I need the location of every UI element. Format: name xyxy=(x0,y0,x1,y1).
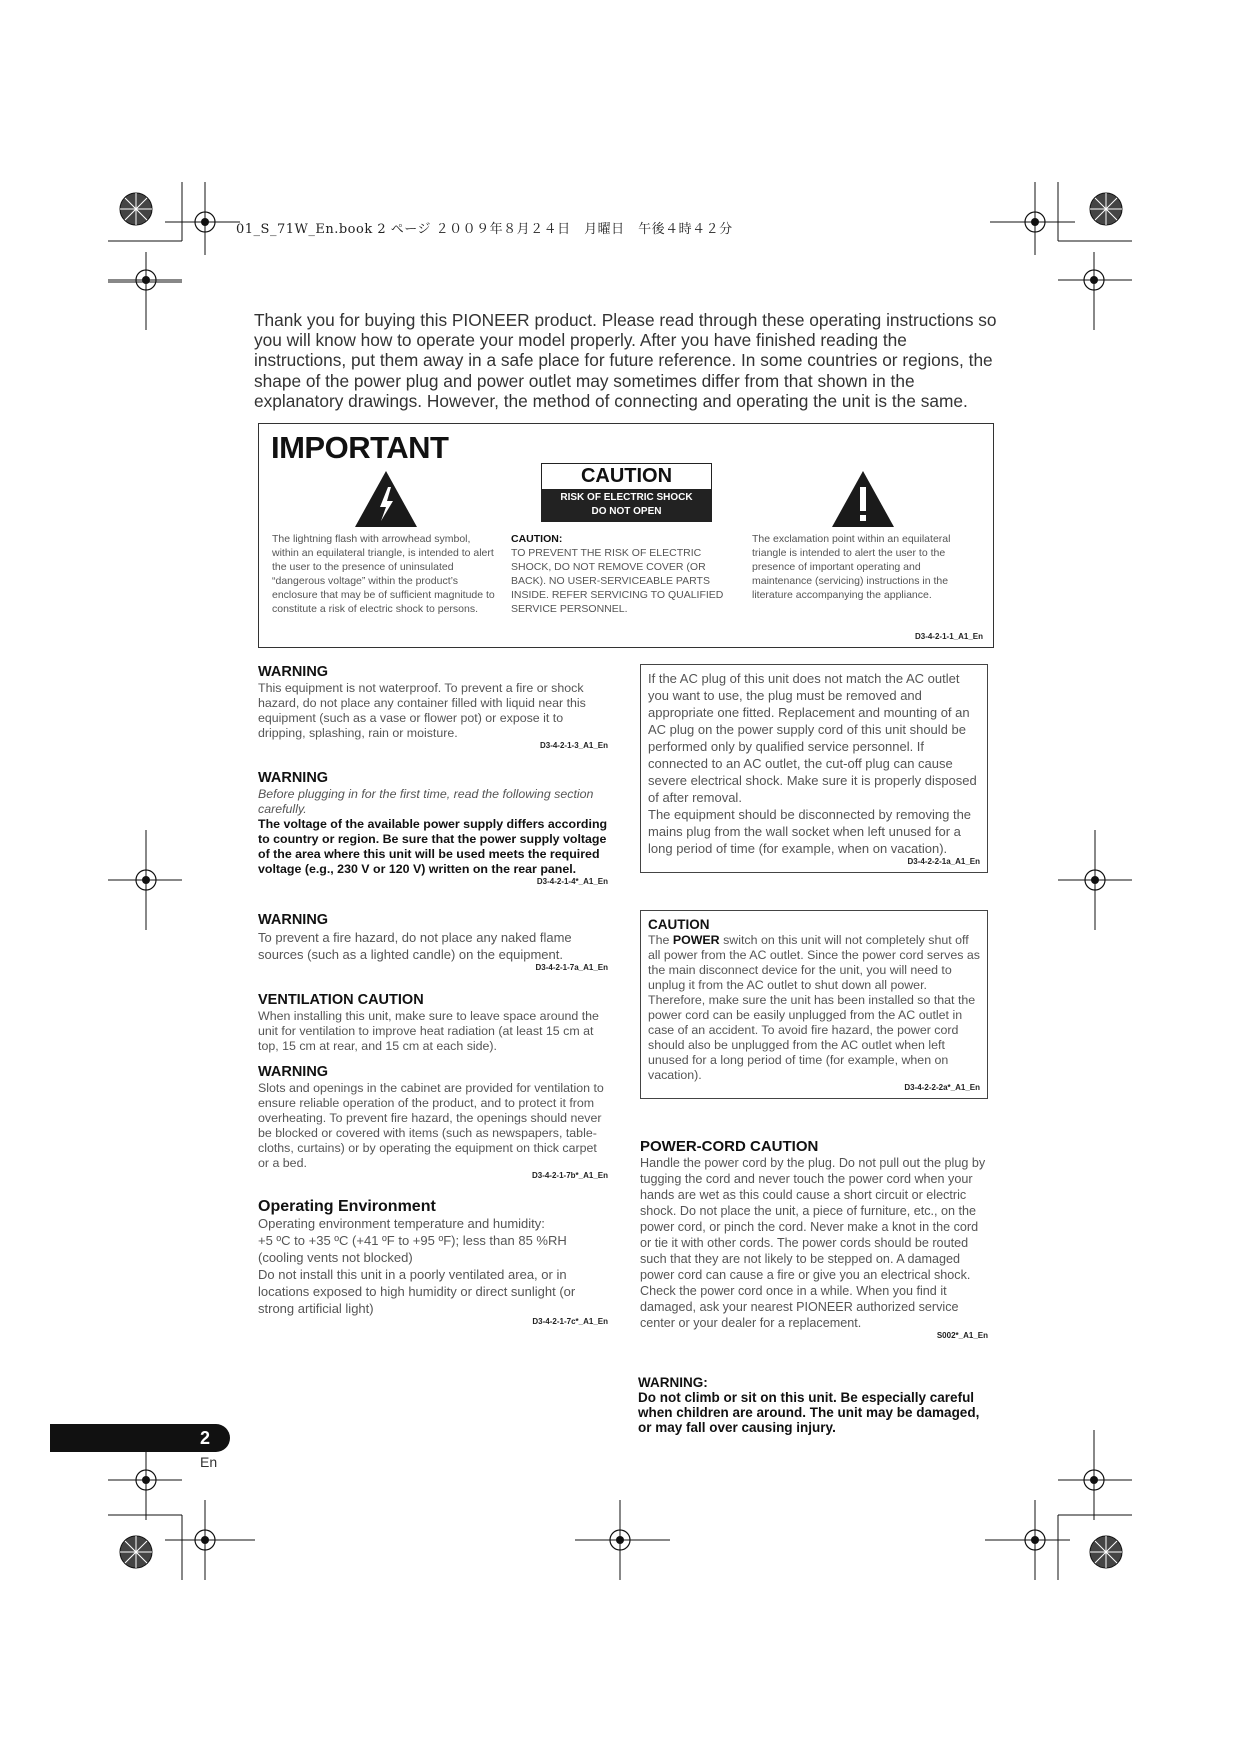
section-title: WARNING xyxy=(258,664,329,680)
caution-label-sub xyxy=(542,489,711,521)
section-title: WARNING xyxy=(258,770,329,786)
intro-paragraph: Thank you for buying this PIONEER product. Please read through these operating instructions so you will know how to operate your model properly. After you have finished reading the instructions, put them away in a safe place for future reference. In some countries or regions, the shape of the power plug and power outlet may sometimes differ from that shown in the explanatory drawings. However, the method of connecting and operating the unit is the same. xyxy=(254,310,997,411)
doc-code: S002*_A1_En xyxy=(936,1331,988,1340)
power-switch-caution-box xyxy=(640,910,988,1099)
warning-section xyxy=(258,770,608,886)
section-body: +5 ºC to +35 ºC (+41 ºF to +95 ºF); less than 85 %RH (cooling vents not blocked) xyxy=(258,1233,567,1265)
exclamation-explanation: The exclamation point within an equilateral triangle is intended to alert the user to the presence of important operating and maintenance (servicing) instructions in the literature accompanying the appliance. xyxy=(752,533,951,601)
section-title: CAUTION xyxy=(648,917,710,932)
power-keyword: POWER xyxy=(672,933,720,947)
warning-section xyxy=(258,1064,608,1180)
section-bold: The voltage of the available power supply differs according to country or region. Be sure that the power supply voltage of the area where this unit will be used meets the required voltage (e.g., 230 V or 120 V) written on the rear panel. xyxy=(258,817,608,876)
left-column xyxy=(258,664,608,1326)
page-number: 2 xyxy=(200,1428,211,1448)
important-title: IMPORTANT xyxy=(271,430,449,465)
caution-label-title: CAUTION xyxy=(580,465,673,487)
warning-section xyxy=(258,912,608,972)
page-language: En xyxy=(200,1454,218,1470)
section-title: VENTILATION CAUTION xyxy=(258,992,424,1008)
section-body: The equipment should be disconnected by removing the mains plug from the wall socket when left unused for a long period of time (for example, when on vacation). xyxy=(648,807,972,856)
doc-code: D3-4-2-1-4*_A1_En xyxy=(536,877,608,886)
doc-code: D3-4-2-1-7b*_A1_En xyxy=(531,1171,608,1180)
power-cord-section xyxy=(640,1138,988,1340)
lightning-warning-icon xyxy=(353,469,419,529)
caution-label xyxy=(541,463,712,522)
section-body: Operating environment temperature and humidity: xyxy=(258,1216,545,1231)
doc-code: D3-4-2-2-2a*_A1_En xyxy=(904,1083,980,1092)
section-italic: Before plugging in for the first time, read the following section carefully. xyxy=(258,787,594,816)
section-body: If the AC plug of this unit does not match the AC outlet you want to use, the plug must be removed and appropriate one fitted. Replacement and mounting of an AC plug on the power supply cord of this unit should be performed only by qualified service personnel. If connected to an AC outlet, the cut-off plug can cause severe electrical shock. Make sure it is properly disposed of after removal. xyxy=(648,671,977,805)
section-title: POWER-CORD CAUTION xyxy=(640,1138,819,1155)
section-title: Operating Environment xyxy=(258,1198,436,1215)
lightning-explanation: The lightning flash with arrowhead symbol, within an equilateral triangle, is intended to alert the user to the presence of uninsulated “dangerous voltage” within the product’s enclosure that may be of sufficient magnitude to constitute a risk of electric shock to persons. xyxy=(272,533,495,615)
section-body: When installing this unit, make sure to leave space around the unit for ventilation to improve heat radiation (at least 15 cm at top, 15 cm at rear, and 15 cm at each side). xyxy=(258,1009,599,1053)
ac-plug-box xyxy=(640,664,988,873)
important-box xyxy=(258,423,994,648)
section-body: This equipment is not waterproof. To prevent a fire or shock hazard, do not place any container filled with liquid near this equipment (such as a vase or flower pot) or expose it to dripping, splashing, rain or moisture. xyxy=(258,681,586,740)
section-body: Do not install this unit in a poorly ventilated area, or in locations exposed to high humidity or direct sunlight (or strong artificial light) xyxy=(258,1267,576,1316)
caution-label-line1: RISK OF ELECTRIC SHOCK xyxy=(560,492,693,503)
environment-section xyxy=(258,1198,608,1326)
doc-code: D3-4-2-1-1_A1_En xyxy=(914,632,983,641)
caution-pre: The xyxy=(648,933,670,947)
climb-warning xyxy=(638,1375,993,1435)
section-body: Slots and openings in the cabinet are provided for ventilation to ensure reliable operation of the product, and to protect it from overheating. To prevent fire hazard, the openings should never be blocked or covered with items (such as newspapers, table-cloths, curtains) or by operating the equipment on thick carpet or a bed. xyxy=(258,1081,604,1170)
doc-code: D3-4-2-2-1a_A1_En xyxy=(907,857,980,866)
doc-code: D3-4-2-1-7c*_A1_En xyxy=(532,1317,608,1326)
caution-text: TO PREVENT THE RISK OF ELECTRIC SHOCK, DO NOT REMOVE COVER (OR BACK). NO USER-SERVICEABLE PARTS INSIDE. REFER SERVICING TO QUALIFIED SERVICE PERSONNEL. xyxy=(511,547,724,615)
warning-title: WARNING: xyxy=(638,1375,708,1390)
doc-code: D3-4-2-1-3_A1_En xyxy=(539,741,608,750)
warning-section xyxy=(258,664,608,750)
print-header: 01_S_71W_En.book 2 ページ ２００９年８月２４日 月曜日 午後４時４２分 xyxy=(236,222,733,237)
warning-body: Do not climb or sit on this unit. Be especially careful when children are around. The unit may be damaged, or may fall over causing injury. xyxy=(638,1390,980,1435)
section-body xyxy=(648,933,980,1083)
section-body: Handle the power cord by the plug. Do not pull out the plug by tugging the cord and never touch the power cord when your hands are wet as this could cause a short circuit or electric shock. Do not place the unit, a piece of furniture, etc., on the power cord, or pinch the cord. Never make a knot in the cord or tie it with other cords. The power cords should be routed such that they are not likely to be stepped on. A damaged power cord can cause a fire or give you an electrical shock. Check the power cord once in a while. When you find it damaged, ask your nearest PIONEER authorized service center or your dealer for a replacement. xyxy=(640,1156,986,1330)
section-body: To prevent a fire hazard, do not place any naked flame sources (such as a lighted candle) on the equipment. xyxy=(258,930,572,962)
exclamation-warning-icon xyxy=(830,469,896,529)
caution-label-line2: DO NOT OPEN xyxy=(591,506,662,517)
ventilation-section xyxy=(258,992,608,1054)
section-title: WARNING xyxy=(258,1064,329,1080)
caution-heading: CAUTION: xyxy=(511,533,563,545)
caution-explanation xyxy=(511,532,731,616)
doc-code: D3-4-2-1-7a_A1_En xyxy=(535,963,608,972)
caution-text: switch on this unit will not completely shut off all power from the AC outlet. Since the power cord serves as the main disconnect device for the unit, you will need to unplug it from the AC outlet to shut down all power. Therefore, make sure the unit has been installed so that the power cord can be easily unplugged from the AC outlet in case of an accident. To avoid fire hazard, the power cord should also be unplugged from the AC outlet when left unused for a long period of time (for example, when on vacation). xyxy=(648,933,980,1082)
section-title: WARNING xyxy=(258,912,329,928)
